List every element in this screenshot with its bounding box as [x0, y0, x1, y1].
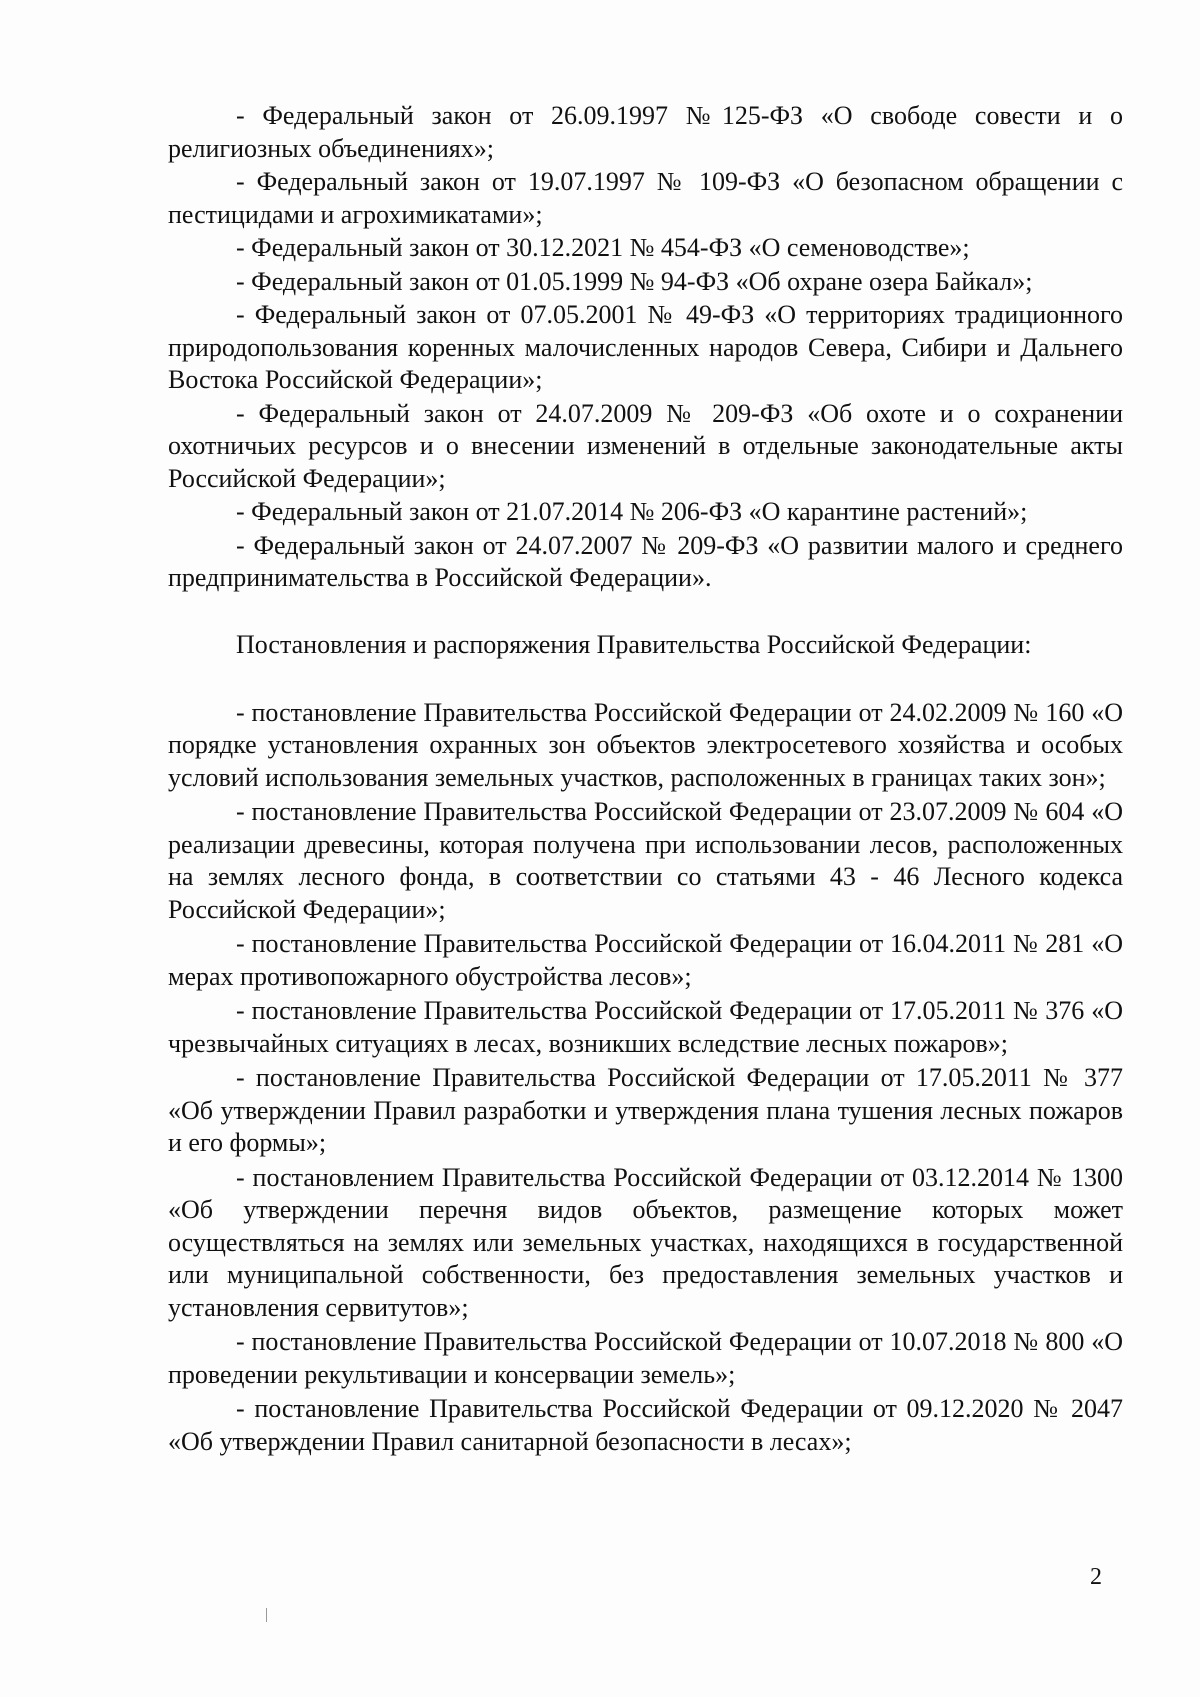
law-item: - Федеральный закон от 01.05.1999 № 94-ФЗ «Об охране озера Байкал»;	[236, 266, 1033, 296]
law-item: - Федеральный закон от 07.05.2001 № 49-ФЗ «О территориях традиционного природопользования коренных малочисленных народов Севера, Сибири и Дальнего Востока Российской Федерации»;	[168, 300, 1123, 394]
law-item: - Федеральный закон от 19.07.1997 № 109-ФЗ «О безопасном обращении с пестицидами и агрохимикатами»;	[168, 167, 1123, 229]
decrees-heading: Постановления и распоряжения Правительства Российской Федерации:	[236, 629, 1032, 659]
law-item: - Федеральный закон от 26.09.1997 №125-ФЗ «О свободе совести и о религиозных объединениях»;	[168, 101, 1123, 163]
law-item: - Федеральный закон от 24.07.2007 № 209-ФЗ «О развитии малого и среднего предпринимательства в Российской Федерации».	[168, 530, 1123, 592]
decree-item: - постановление Правительства Российской Федерации от 09.12.2020 № 2047 «Об утверждении Правил санитарной безопасности в лесах»;	[168, 1394, 1123, 1456]
law-item: - Федеральный закон от 24.07.2009 № 209-ФЗ «Об охоте и о сохранении охотничьих ресурсов и о внесении изменений в отдельные законодательные акты Российской Федерации»;	[168, 398, 1123, 493]
page-content	[168, 100, 1123, 1458]
decree-item: - постановлением Правительства Российской Федерации от 03.12.2014 № 1300 «Об утверждении перечня видов объектов, размещение которых может осуществляться на землях или земельных участках, находящихся в государственной или муниципальной собственности, без предоставления земельных участков и установления сервитутов»;	[168, 1162, 1123, 1322]
government-decrees-list	[168, 697, 1123, 1459]
decree-item: - постановление Правительства Российской Федерации от 17.05.2011 № 377 «Об утверждении Правил разработки и утверждения плана тушения лесных пожаров и его формы»;	[168, 1063, 1123, 1157]
decree-item: - постановление Правительства Российской Федерации от 24.02.2009 № 160 «О порядке установления охранных зон объектов электросетевого хозяйства и особых условий использования земельных участков, расположенных в границах таких зон»;	[168, 697, 1123, 792]
decree-item: - постановление Правительства Российской Федерации от 17.05.2011 № 376 «О чрезвычайных ситуациях в лесах, возникших вследствие лесных пожаров»;	[168, 996, 1123, 1058]
decree-item: - постановление Правительства Российской Федерации от 10.07.2018 № 800 «О проведении рекультивации и консервации земель»;	[168, 1327, 1123, 1389]
law-item: - Федеральный закон от 30.12.2021 № 454-ФЗ «О семеноводстве»;	[236, 233, 970, 262]
federal-laws-list	[168, 100, 1123, 595]
decree-item: - постановление Правительства Российской Федерации от 16.04.2011 № 281 «О мерах противопожарного обустройства лесов»;	[168, 929, 1123, 991]
law-item: - Федеральный закон от 21.07.2014 № 206-ФЗ «О карантине растений»;	[236, 497, 1028, 526]
decree-item: - постановление Правительства Российской Федерации от 23.07.2009 № 604 «О реализации древесины, которая получена при использовании лесов, расположенных на землях лесного фонда, в соответствии со статьями 43 - 46 Лесного кодекса Российской Федерации»;	[168, 797, 1123, 924]
page-number: 2	[1090, 1564, 1102, 1590]
scan-artifact	[266, 1608, 267, 1622]
